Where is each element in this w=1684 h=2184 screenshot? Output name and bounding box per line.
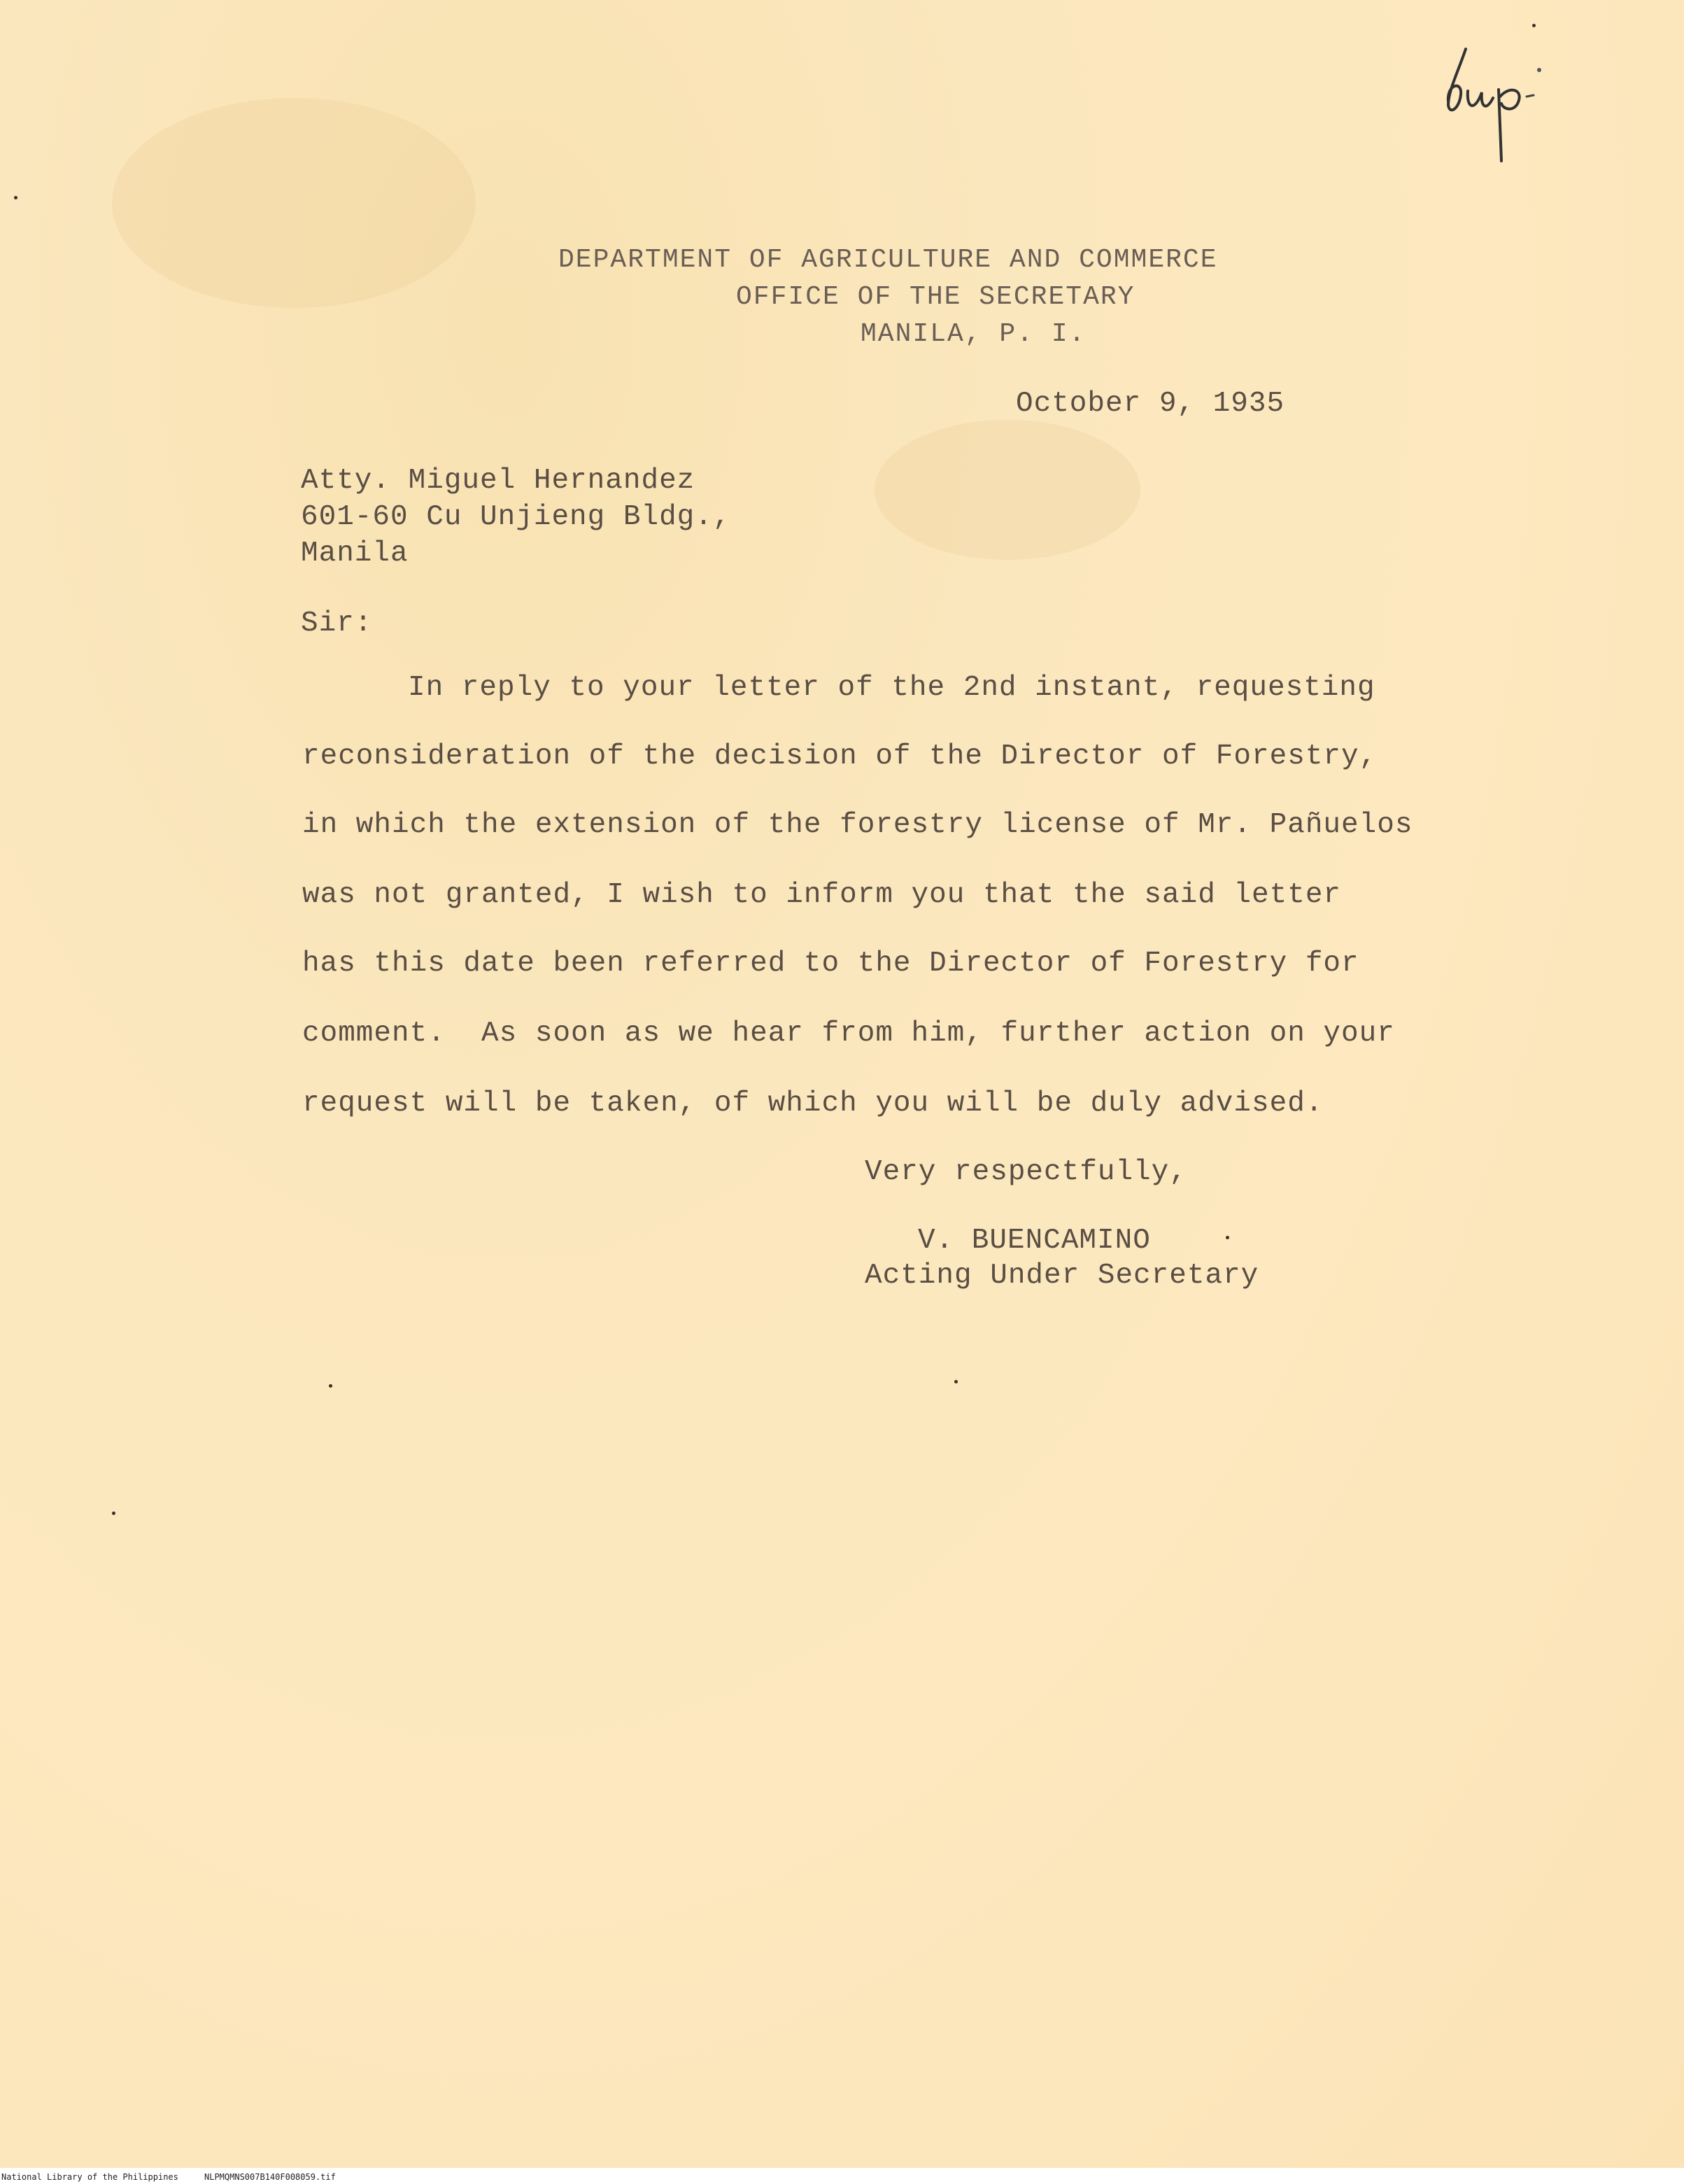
salutation: Sir:	[301, 607, 373, 640]
recipient-address: 601-60 Cu Unjieng Bldg.,	[301, 501, 731, 533]
footer-file: NLPMQMNS007B140F008059.tif	[204, 2172, 336, 2182]
body-line: reconsideration of the decision of the Director of Forestry,	[302, 740, 1378, 773]
body-line: in which the extension of the forestry license of Mr. Pañuelos	[302, 809, 1413, 841]
letterhead-office: OFFICE OF THE SECRETARY	[736, 282, 1135, 312]
signature-name: V. BUENCAMINO	[918, 1225, 1151, 1257]
recipient-city: Manila	[301, 537, 409, 570]
body-line: has this date been referred to the Director of Forestry for	[302, 947, 1359, 980]
body-line: In reply to your letter of the 2nd instant, requesting	[408, 672, 1375, 704]
closing: Very respectfully,	[865, 1156, 1187, 1188]
letterhead-department: DEPARTMENT OF AGRICULTURE AND COMMERCE	[558, 245, 1218, 275]
signature-title: Acting Under Secretary	[865, 1260, 1259, 1292]
handwritten-dup-note	[1434, 42, 1574, 168]
footer-source: National Library of the Philippines	[1, 2172, 178, 2182]
recipient-name: Atty. Miguel Hernandez	[301, 465, 695, 497]
body-line: was not granted, I wish to inform you that the said letter	[302, 879, 1342, 911]
letter-date: October 9, 1935	[1016, 388, 1285, 420]
body-line: request will be taken, of which you will be duly advised.	[302, 1087, 1324, 1120]
letterhead-city: MANILA, P. I.	[861, 319, 1087, 349]
body-line: comment. As soon as we hear from him, further action on your	[302, 1017, 1395, 1050]
